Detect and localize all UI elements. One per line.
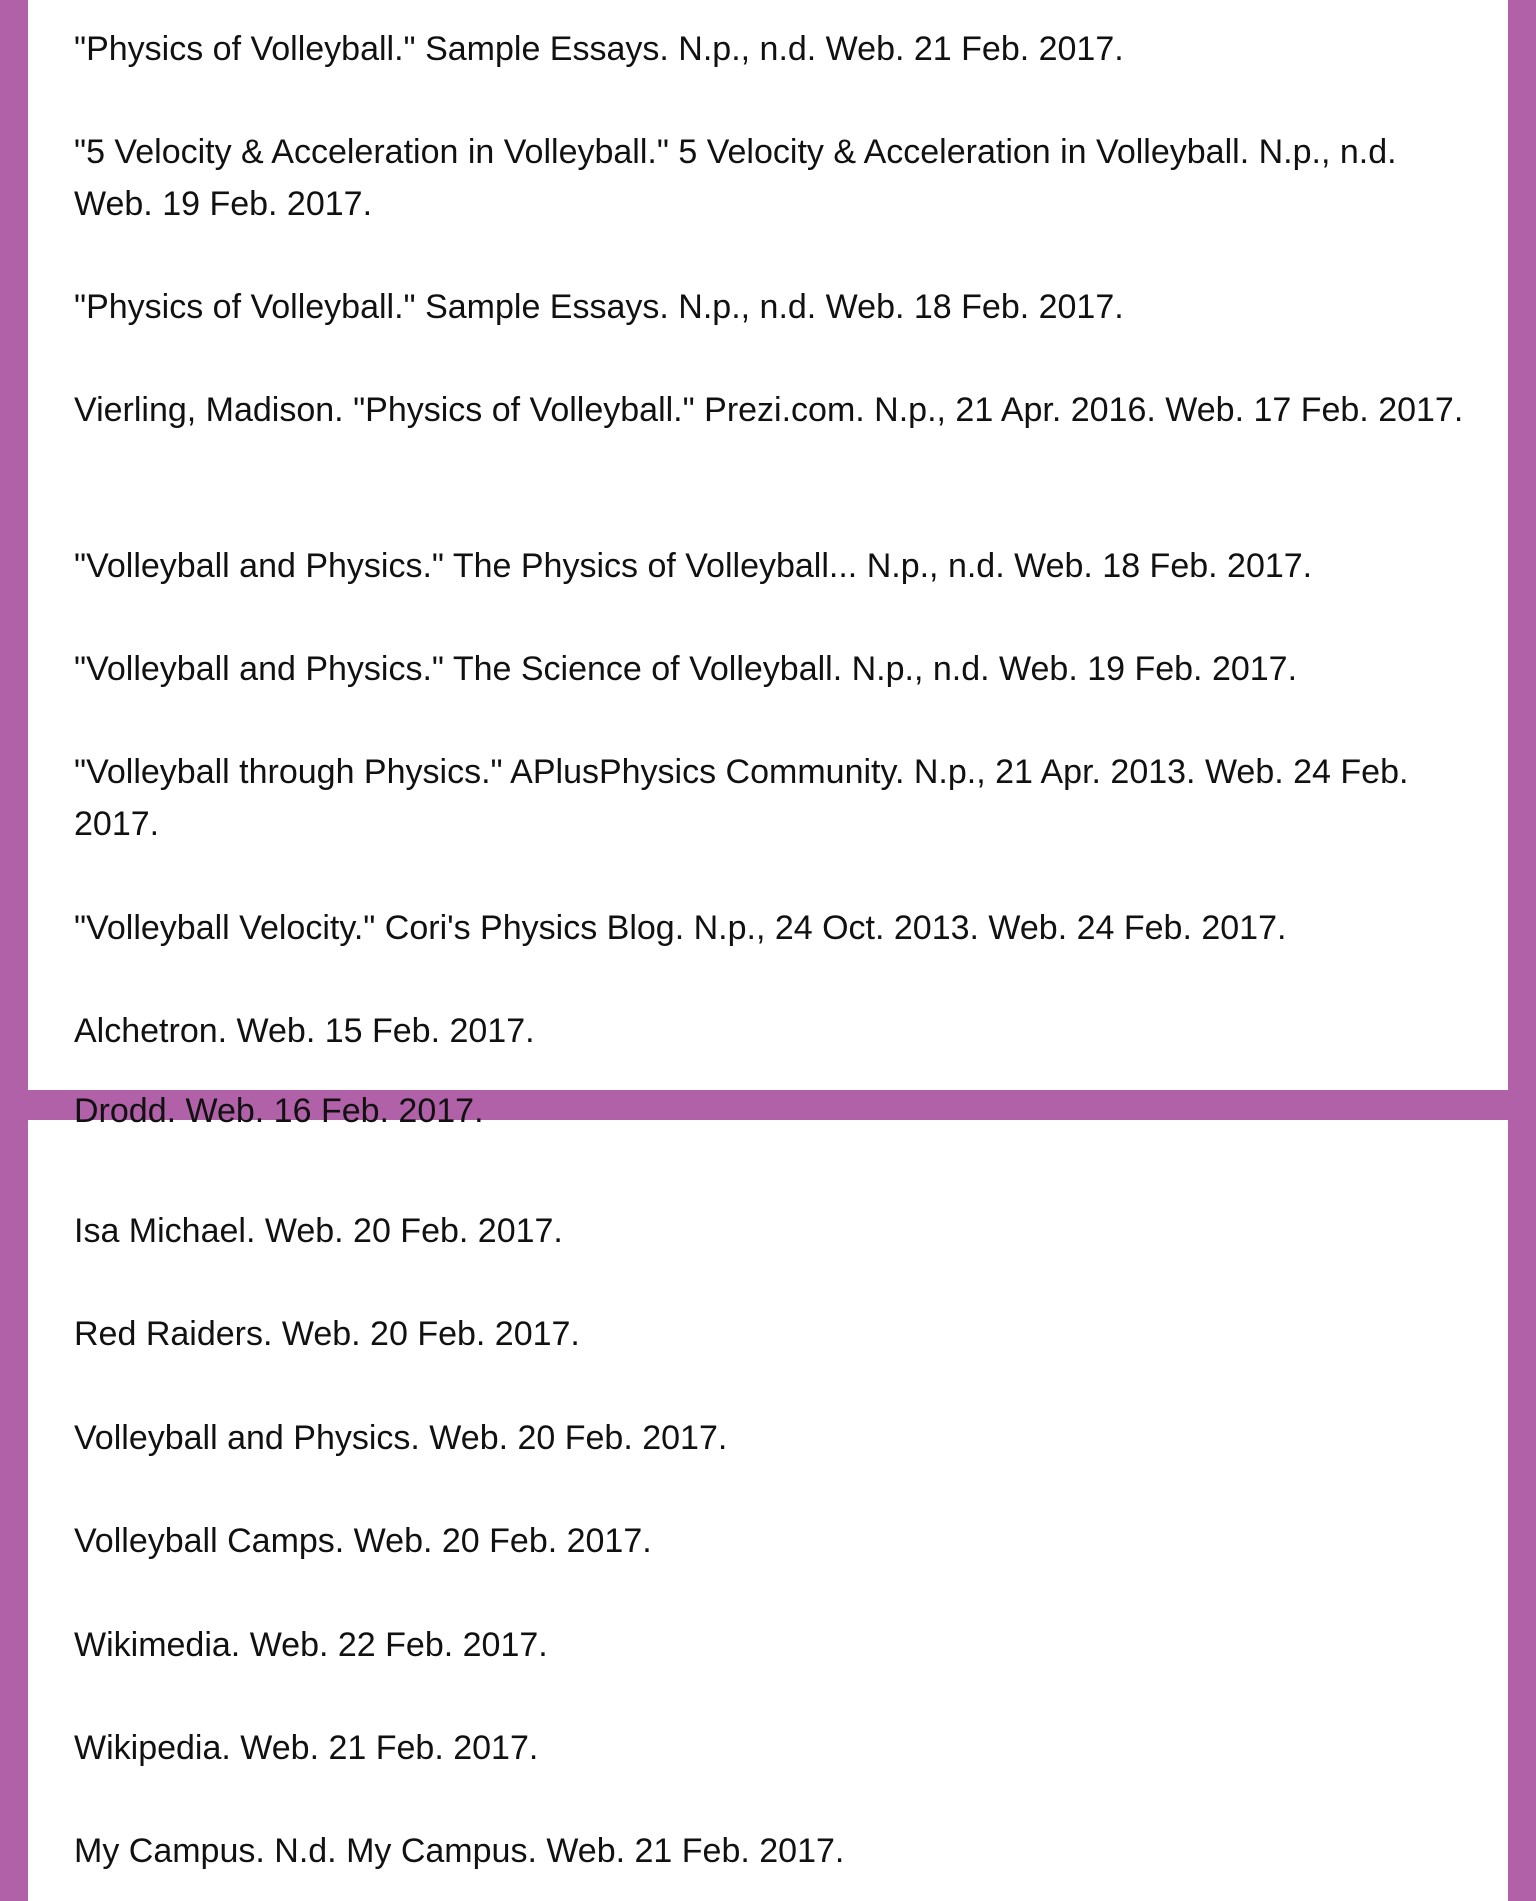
citation-entry: Red Raiders. Web. 20 Feb. 2017. <box>74 1315 580 1353</box>
citation-entry: Alchetron. Web. 15 Feb. 2017. <box>74 1012 535 1050</box>
citation-entry: "Physics of Volleyball." Sample Essays. N.p., n.d. Web. 21 Feb. 2017. <box>74 30 1124 68</box>
citation-entry: "Volleyball Velocity." Cori's Physics Blog. N.p., 24 Oct. 2013. Web. 24 Feb. 2017. <box>74 909 1287 947</box>
citation-entry: "Volleyball through Physics." APlusPhysics Community. N.p., 21 Apr. 2013. Web. 24 Feb. 2017. <box>74 753 1409 843</box>
citation-panel-top <box>28 0 1508 1090</box>
citation-entry: "Volleyball and Physics." The Physics of Volleyball... N.p., n.d. Web. 18 Feb. 2017. <box>74 547 1313 585</box>
citation-entry: Wikimedia. Web. 22 Feb. 2017. <box>74 1626 548 1664</box>
citation-panel-bottom <box>28 1092 1508 1901</box>
citation-entry: "5 Velocity & Acceleration in Volleyball." 5 Velocity & Acceleration in Volleyball. N.p., n.d. Web. 19 Feb. 2017. <box>74 133 1397 223</box>
citation-entry: "Volleyball and Physics." The Science of Volleyball. N.p., n.d. Web. 19 Feb. 2017. <box>74 650 1298 688</box>
citation-entry: Vierling, Madison. "Physics of Volleyball." Prezi.com. N.p., 21 Apr. 2016. Web. 17 Feb. 2017. <box>74 391 1464 429</box>
citation-entry: Volleyball and Physics. Web. 20 Feb. 2017. <box>74 1419 728 1457</box>
citation-entry: Wikipedia. Web. 21 Feb. 2017. <box>74 1729 539 1767</box>
citation-entry: Isa Michael. Web. 20 Feb. 2017. <box>74 1212 563 1250</box>
citation-entry: My Campus. N.d. My Campus. Web. 21 Feb. 2017. <box>74 1832 845 1870</box>
citation-entry: "Physics of Volleyball." Sample Essays. N.p., n.d. Web. 18 Feb. 2017. <box>74 288 1124 326</box>
citation-entry: Volleyball Camps. Web. 20 Feb. 2017. <box>74 1522 652 1560</box>
citation-entry: Drodd. Web. 16 Feb. 2017. <box>74 1092 484 1130</box>
